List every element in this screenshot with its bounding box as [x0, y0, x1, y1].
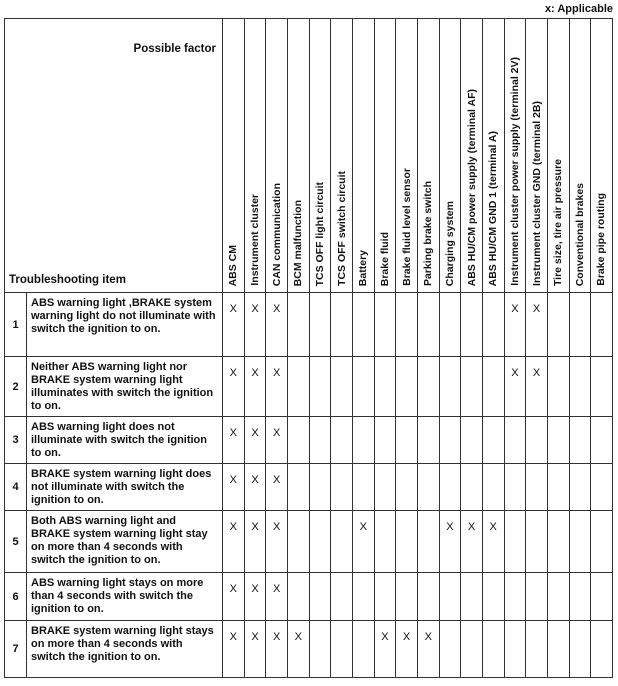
applicable-mark: [439, 464, 461, 511]
applicable-mark: X: [223, 573, 245, 621]
applicable-mark: [482, 621, 504, 678]
applicable-mark: [309, 417, 331, 464]
applicable-mark: X: [352, 511, 374, 573]
factor-header: [374, 19, 396, 293]
factor-header: [331, 19, 353, 293]
factor-header: [223, 19, 245, 293]
applicable-mark: [547, 621, 569, 678]
possible-factor-label: Possible factor: [133, 43, 216, 55]
applicable-mark: X: [482, 511, 504, 573]
applicable-mark: [309, 573, 331, 621]
applicable-mark: X: [266, 511, 288, 573]
factor-label: Tire size, tire air pressure: [552, 158, 565, 286]
factor-header: [569, 19, 591, 293]
applicable-mark: [417, 417, 439, 464]
applicable-mark: X: [396, 621, 418, 678]
applicable-mark: [374, 464, 396, 511]
applicable-mark: [526, 417, 548, 464]
applicable-mark: [547, 573, 569, 621]
applicable-mark: X: [223, 464, 245, 511]
applicable-mark: [439, 573, 461, 621]
row-number: 4: [5, 464, 27, 511]
factor-header: [547, 19, 569, 293]
applicable-mark: [504, 621, 526, 678]
factor-header: [461, 19, 483, 293]
factor-label: Instrument cluster power supply (terminal 2V): [508, 57, 521, 286]
applicable-mark: [569, 511, 591, 573]
applicable-mark: X: [244, 293, 266, 357]
applicable-mark: [309, 293, 331, 357]
applicable-mark: [374, 573, 396, 621]
applicable-mark: [461, 357, 483, 417]
applicable-mark: [526, 464, 548, 511]
applicable-mark: [461, 621, 483, 678]
table-row: [5, 464, 613, 511]
applicable-mark: X: [526, 357, 548, 417]
row-number: 3: [5, 417, 27, 464]
factor-header: [417, 19, 439, 293]
factor-label: Parking brake switch: [422, 180, 435, 286]
applicable-mark: [396, 573, 418, 621]
row-number: 2: [5, 357, 27, 417]
applicable-mark: [331, 621, 353, 678]
factor-label: Instrument cluster: [248, 194, 261, 286]
applicable-mark: [547, 511, 569, 573]
row-description: ABS warning light ,BRAKE system warning light do not illuminate with switch the ignition to on.: [27, 293, 223, 357]
row-description: ABS warning light stays on more than 4 seconds with switch the ignition to on.: [27, 573, 223, 621]
applicable-mark: [309, 357, 331, 417]
row-number: 6: [5, 573, 27, 621]
applicable-mark: [287, 417, 309, 464]
applicable-mark: X: [461, 511, 483, 573]
table-row: [5, 357, 613, 417]
applicable-mark: X: [526, 293, 548, 357]
factor-header: [591, 19, 613, 293]
applicable-mark: [352, 573, 374, 621]
factor-header: [482, 19, 504, 293]
factor-label: ABS HU/CM power supply (terminal AF): [465, 88, 478, 286]
applicable-mark: X: [244, 357, 266, 417]
applicable-mark: [569, 621, 591, 678]
factor-label: TCS OFF switch circuit: [335, 171, 348, 286]
applicable-mark: [331, 357, 353, 417]
factor-header: [396, 19, 418, 293]
applicable-mark: [482, 293, 504, 357]
applicable-mark: [439, 417, 461, 464]
applicable-mark: [374, 293, 396, 357]
applicable-mark: X: [244, 573, 266, 621]
applicable-mark: [482, 417, 504, 464]
matrix-body: [5, 293, 613, 678]
applicable-mark: [461, 573, 483, 621]
row-description: Both ABS warning light and BRAKE system warning light stay on more than 4 seconds with switch the ignition to on.: [27, 511, 223, 573]
applicable-mark: X: [244, 621, 266, 678]
applicable-mark: [461, 293, 483, 357]
factor-label: Battery: [357, 249, 370, 286]
applicable-mark: [591, 464, 613, 511]
row-description: Neither ABS warning light nor BRAKE system warning light illuminates with switch the ignition to on.: [27, 357, 223, 417]
troubleshooting-item-label: Troubleshooting item: [9, 274, 126, 286]
factor-header: [439, 19, 461, 293]
applicable-mark: [591, 357, 613, 417]
applicable-mark: [482, 573, 504, 621]
row-number: 7: [5, 621, 27, 678]
applicable-mark: [287, 511, 309, 573]
applicable-mark: [569, 293, 591, 357]
table-row: [5, 573, 613, 621]
table-row: [5, 511, 613, 573]
applicable-mark: [287, 357, 309, 417]
table-row: [5, 621, 613, 678]
factor-header: [287, 19, 309, 293]
applicable-mark: [439, 357, 461, 417]
applicable-mark: [331, 511, 353, 573]
applicable-mark: [396, 357, 418, 417]
applicable-mark: X: [266, 573, 288, 621]
factor-label: Brake pipe routing: [595, 193, 608, 286]
applicable-mark: [526, 621, 548, 678]
applicable-mark: [352, 417, 374, 464]
applicable-mark: [569, 357, 591, 417]
applicable-mark: X: [223, 357, 245, 417]
legend-applicable: x: Applicable: [544, 3, 613, 15]
applicable-mark: [482, 464, 504, 511]
header-corner: [5, 19, 223, 293]
applicable-mark: [331, 417, 353, 464]
applicable-mark: X: [223, 511, 245, 573]
applicable-mark: [352, 357, 374, 417]
applicable-mark: [396, 464, 418, 511]
applicable-mark: [526, 573, 548, 621]
factor-label: Conventional brakes: [573, 182, 586, 286]
applicable-mark: [417, 464, 439, 511]
applicable-mark: [547, 417, 569, 464]
factor-label: CAN communication: [270, 182, 283, 286]
table-row: [5, 293, 613, 357]
row-number: 5: [5, 511, 27, 573]
factor-header: [266, 19, 288, 293]
header-row: [5, 19, 613, 293]
applicable-mark: X: [504, 357, 526, 417]
row-number: 1: [5, 293, 27, 357]
row-description: BRAKE system warning light stays on more than 4 seconds with switch the ignition to on.: [27, 621, 223, 678]
applicable-mark: [331, 464, 353, 511]
factor-label: Instrument cluster GND (terminal 2B): [530, 101, 543, 286]
applicable-mark: X: [244, 417, 266, 464]
applicable-mark: [374, 357, 396, 417]
applicable-mark: X: [504, 293, 526, 357]
applicable-mark: [439, 293, 461, 357]
applicable-mark: X: [266, 293, 288, 357]
factor-header: [309, 19, 331, 293]
factor-label: Brake fluid: [378, 231, 391, 286]
applicable-mark: [396, 417, 418, 464]
applicable-mark: [569, 464, 591, 511]
factor-label: ABS CM: [227, 244, 240, 286]
applicable-mark: [287, 573, 309, 621]
applicable-mark: X: [244, 511, 266, 573]
applicable-mark: X: [223, 621, 245, 678]
table-row: [5, 417, 613, 464]
applicable-mark: X: [223, 293, 245, 357]
applicable-mark: [591, 573, 613, 621]
applicable-mark: X: [223, 417, 245, 464]
factor-header: [352, 19, 374, 293]
applicable-mark: X: [374, 621, 396, 678]
applicable-mark: [504, 417, 526, 464]
row-description: BRAKE system warning light does not illuminate with switch the ignition to on.: [27, 464, 223, 511]
applicable-mark: [504, 573, 526, 621]
applicable-mark: [461, 464, 483, 511]
applicable-mark: [352, 621, 374, 678]
factor-label: Brake fluid level sensor: [400, 168, 413, 286]
factor-label: ABS HU/CM GND 1 (terminal A): [487, 130, 500, 286]
applicable-mark: X: [266, 621, 288, 678]
applicable-mark: X: [287, 621, 309, 678]
applicable-mark: [396, 293, 418, 357]
applicable-mark: X: [266, 357, 288, 417]
factor-label: TCS OFF light circuit: [313, 181, 326, 286]
applicable-mark: [309, 621, 331, 678]
factor-header: [244, 19, 266, 293]
applicable-mark: [591, 417, 613, 464]
applicable-mark: [309, 464, 331, 511]
factor-header: [504, 19, 526, 293]
applicable-mark: [569, 417, 591, 464]
factor-header: [526, 19, 548, 293]
applicable-mark: X: [266, 464, 288, 511]
applicable-mark: [547, 293, 569, 357]
applicable-mark: [417, 573, 439, 621]
factor-label: Charging system: [443, 200, 456, 286]
applicable-mark: X: [417, 621, 439, 678]
applicable-mark: [482, 357, 504, 417]
applicable-mark: [591, 621, 613, 678]
applicable-mark: [331, 573, 353, 621]
applicable-mark: [287, 464, 309, 511]
applicable-mark: [591, 511, 613, 573]
troubleshooting-matrix: [4, 18, 613, 678]
applicable-mark: X: [266, 417, 288, 464]
applicable-mark: [396, 511, 418, 573]
applicable-mark: [374, 417, 396, 464]
applicable-mark: [547, 464, 569, 511]
applicable-mark: [331, 293, 353, 357]
applicable-mark: [309, 511, 331, 573]
applicable-mark: [591, 293, 613, 357]
applicable-mark: [569, 573, 591, 621]
applicable-mark: [504, 464, 526, 511]
applicable-mark: [417, 357, 439, 417]
applicable-mark: X: [244, 464, 266, 511]
factor-label: BCM malfunction: [292, 199, 305, 286]
applicable-mark: [504, 511, 526, 573]
row-description: ABS warning light does not illuminate with switch the ignition to on.: [27, 417, 223, 464]
applicable-mark: [526, 511, 548, 573]
applicable-mark: [547, 357, 569, 417]
applicable-mark: [461, 417, 483, 464]
applicable-mark: [287, 293, 309, 357]
applicable-mark: [439, 621, 461, 678]
applicable-mark: [417, 293, 439, 357]
applicable-mark: [352, 293, 374, 357]
applicable-mark: [417, 511, 439, 573]
applicable-mark: X: [439, 511, 461, 573]
applicable-mark: [352, 464, 374, 511]
applicable-mark: [374, 511, 396, 573]
